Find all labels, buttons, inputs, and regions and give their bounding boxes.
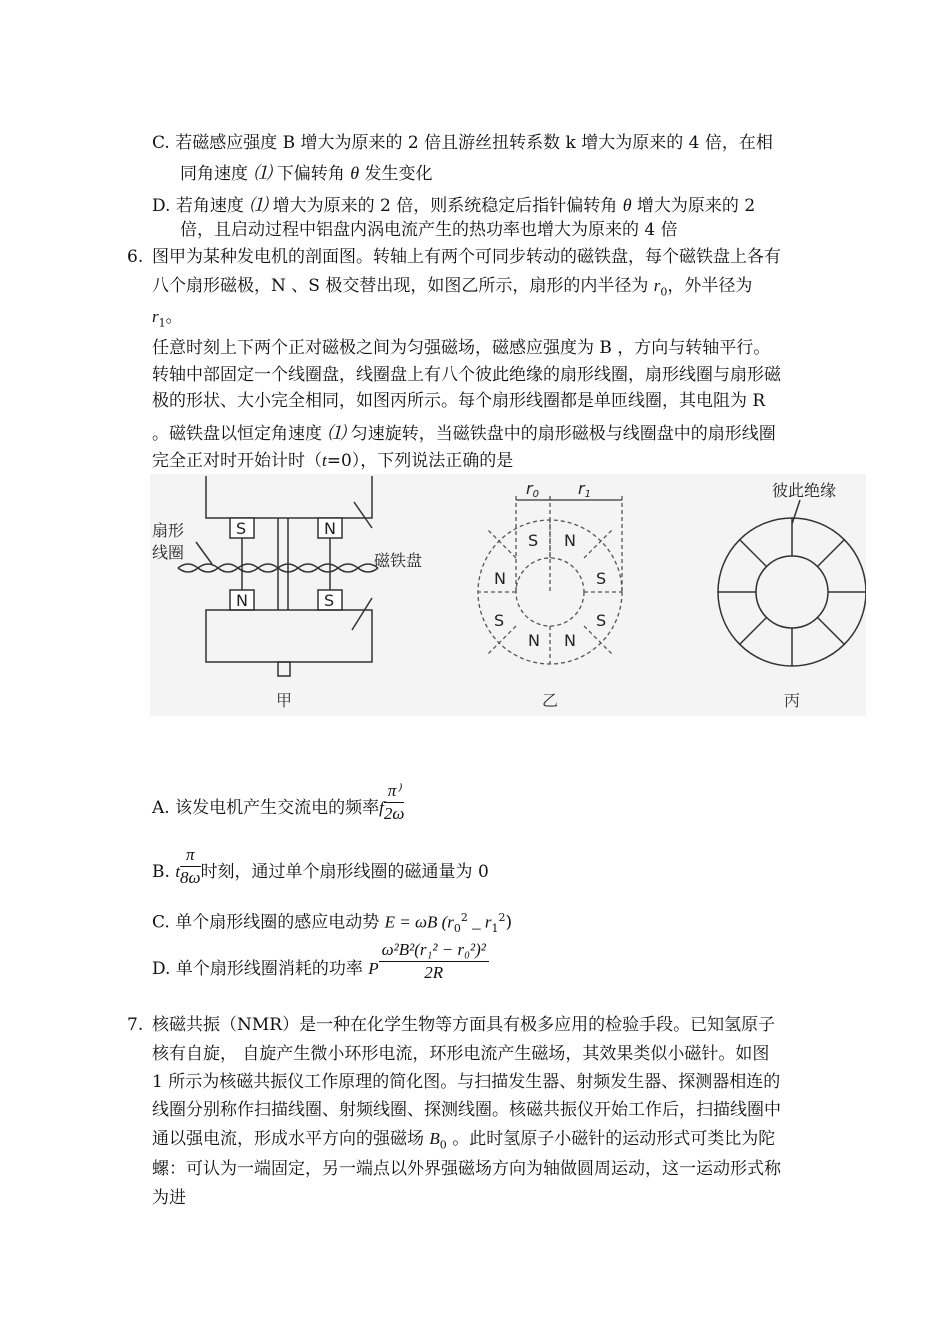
text: 增大为原来的 2 bbox=[631, 196, 756, 216]
text: D. 若角速度 bbox=[152, 196, 250, 216]
r1-symbol: r bbox=[152, 307, 159, 326]
superscript: 2 bbox=[460, 911, 468, 924]
text: 增大为原来的 2 倍，则系统稳定后指针偏转角 bbox=[267, 196, 623, 216]
text: 完全正对时开始计时（ bbox=[152, 451, 322, 471]
pole-label: S bbox=[236, 519, 247, 538]
r0-subscript: 0 bbox=[660, 285, 668, 299]
omega-symbol: ⑴ bbox=[249, 195, 268, 215]
q7-line-4: 线圈分别称作扫描线圈、射频线圈、探测线圈。核磁共振仪开始工作后，扫描线圈中 bbox=[152, 1100, 781, 1120]
numerator: π⁾ bbox=[384, 780, 405, 803]
pole-label: S bbox=[528, 531, 539, 550]
question-6-number: 6. bbox=[127, 247, 144, 267]
pole-label: S bbox=[494, 611, 505, 630]
t-symbol: t bbox=[322, 451, 327, 470]
caption-jia: 甲 bbox=[276, 691, 293, 710]
q6-line-6: 极的形状、大小完全相同，如图丙所示。每个扇形线圈都是单匝线圈，其电阻为 R bbox=[152, 391, 766, 411]
subscript: 0 bbox=[453, 922, 461, 936]
q6-line-8 bbox=[152, 449, 513, 473]
text: 。此时氢原子小磁针的运动形式可类比为陀 bbox=[446, 1129, 776, 1149]
text: =0），下列说法正确的是 bbox=[326, 451, 514, 471]
r1-subscript: 1 bbox=[158, 316, 166, 330]
pole-label: N bbox=[564, 631, 576, 650]
numerator: π bbox=[180, 844, 201, 867]
q6-line-5: 转轴中部固定一个线圈盘，线圈盘上有八个彼此绝缘的扇形线圈，扇形线圈与扇形磁 bbox=[152, 365, 781, 385]
caption-bing: 丙 bbox=[784, 691, 801, 710]
pole-label: N bbox=[494, 569, 506, 588]
figure-background bbox=[150, 474, 866, 716]
fraction bbox=[379, 939, 489, 984]
pole-label: N bbox=[528, 631, 540, 650]
insulation-label: 彼此绝缘 bbox=[772, 481, 837, 500]
omega-symbol: ⑴ bbox=[327, 423, 346, 443]
option-d-line-2: 倍，且启动过程中铝盘内涡电流产生的热功率也增大为原来的 4 倍 bbox=[180, 220, 678, 240]
pole-label: N bbox=[564, 531, 576, 550]
f-symbol: f bbox=[379, 798, 384, 817]
numerator: ω²B²(r₁² − r₀²)² bbox=[379, 939, 489, 962]
r0-label: r0 bbox=[526, 479, 539, 500]
pole-label: N bbox=[236, 591, 248, 610]
fraction bbox=[180, 844, 201, 889]
text: B. bbox=[152, 862, 176, 882]
denominator: 8ω bbox=[180, 868, 201, 887]
text: 发生变化 bbox=[359, 164, 433, 184]
coil-label-1: 扇形 bbox=[152, 521, 185, 540]
text: 八个扇形磁极，N 、S 极交替出现，如图乙所示，扇形的内半径为 bbox=[152, 276, 654, 296]
q6-option-c bbox=[152, 906, 512, 941]
b0-symbol: B bbox=[429, 1129, 440, 1148]
q7-line-7: 为进 bbox=[152, 1188, 186, 1208]
q6-option-d bbox=[152, 940, 489, 994]
formula: ) bbox=[505, 912, 513, 933]
theta-symbol: θ bbox=[350, 163, 360, 183]
r0-symbol: r bbox=[653, 276, 661, 295]
pole-label: S bbox=[596, 611, 607, 630]
pole-label: S bbox=[324, 591, 335, 610]
disk-label: 磁铁盘 bbox=[374, 551, 423, 570]
q7-line-2: 核有自旋， 自旋产生微小环形电流，环形电流产生磁场，其效果类似小磁针。如图 bbox=[152, 1044, 770, 1064]
denominator: 2ω bbox=[383, 804, 405, 823]
p-symbol: P bbox=[368, 959, 379, 978]
text: 同角速度 bbox=[180, 164, 254, 184]
generator-figure bbox=[150, 474, 866, 716]
text: 匀速旋转，当磁铁盘中的扇形磁极与线圈盘中的扇形线圈 bbox=[345, 424, 776, 444]
superscript: 2 bbox=[498, 911, 506, 924]
question-7-number: 7. bbox=[127, 1015, 144, 1035]
theta-symbol: θ bbox=[622, 195, 632, 215]
text: C. 单个扇形线圈的感应电动势 bbox=[152, 912, 385, 933]
text: 通以强电流，形成水平方向的强磁场 bbox=[152, 1129, 430, 1149]
q6-line-7 bbox=[152, 421, 776, 446]
q7-line-3: 1 所示为核磁共振仪工作原理的简化图。与扫描发生器、射频发生器、探测器相连的 bbox=[152, 1072, 781, 1092]
option-c-line-2 bbox=[180, 161, 432, 186]
q7-line-5 bbox=[152, 1127, 775, 1157]
q6-line-2 bbox=[152, 274, 752, 304]
pole-label: N bbox=[324, 519, 336, 538]
text: 下偏转角 bbox=[271, 164, 351, 184]
caption-yi: 乙 bbox=[542, 691, 559, 710]
option-d-line-1 bbox=[152, 193, 755, 218]
text: 。磁铁盘以恒定角速度 bbox=[152, 424, 328, 444]
omega-symbol: ⑴ bbox=[253, 163, 272, 183]
text: 。 bbox=[165, 307, 183, 327]
coil-label-2: 线圈 bbox=[152, 543, 185, 562]
text: D. 单个扇形线圈消耗的功率 bbox=[152, 959, 369, 979]
fraction bbox=[384, 780, 405, 825]
b0-subscript: 0 bbox=[439, 1138, 447, 1152]
text: ，外半径为 bbox=[667, 276, 753, 296]
q6-line-1: 图甲为某种发电机的剖面图。转轴上有两个可同步转动的磁铁盘，每个磁铁盘上各有 bbox=[152, 247, 781, 267]
q6-line-3 bbox=[152, 305, 183, 335]
q7-line-6: 螺：可认为一端固定，另一端点以外界强磁场方向为轴做圆周运动，这一运动形式称 bbox=[152, 1159, 781, 1179]
r1-label: r1 bbox=[578, 479, 591, 500]
q6-option-a bbox=[152, 781, 405, 831]
formula: E = ωB (r bbox=[384, 912, 454, 932]
denominator: 2R bbox=[424, 963, 444, 982]
option-c-line-1: C. 若磁感应强度 B 增大为原来的 2 倍且游丝扭转系数 k 增大为原来的 4 倍，在相 bbox=[152, 133, 773, 153]
pole-label: S bbox=[596, 569, 607, 588]
q7-line-1: 核磁共振（NMR）是一种在化学生物等方面具有极多应用的检验手段。已知氢原子 bbox=[152, 1015, 776, 1035]
t-symbol: t bbox=[175, 862, 181, 881]
subscript: 1 bbox=[491, 922, 499, 936]
text: 时刻，通过单个扇形线圈的磁通量为 0 bbox=[200, 862, 489, 882]
text: A. 该发电机产生交流电的频率 bbox=[152, 798, 380, 818]
formula: _ r bbox=[467, 912, 492, 932]
q6-line-4: 任意时刻上下两个正对磁极之间为匀强磁场，磁感应强度为 B ，方向与转轴平行。 bbox=[152, 338, 771, 358]
q6-option-b bbox=[152, 845, 489, 896]
